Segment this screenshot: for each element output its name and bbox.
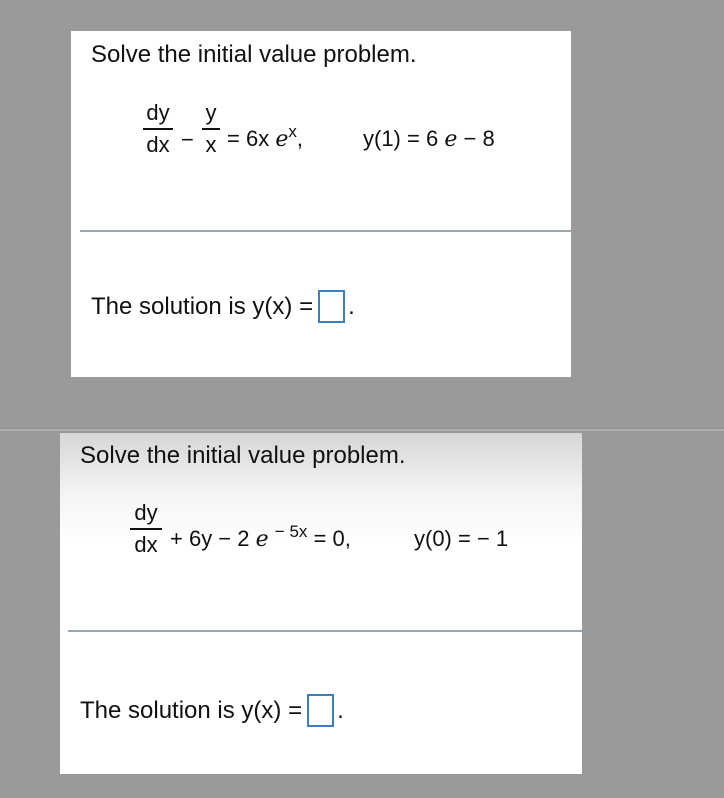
fraction-bar: [130, 528, 162, 530]
problem-card-2: [60, 433, 582, 774]
minus-sign: −: [181, 127, 194, 152]
fraction-y-x: [202, 101, 220, 157]
exponent: − 5x: [274, 522, 308, 541]
separator-line: [80, 230, 571, 232]
euler-e: e: [275, 127, 289, 152]
answer-label: The solution is y(x) =: [91, 292, 314, 320]
rhs-prefix: = 6x: [227, 126, 270, 151]
fraction-dy-dx: [143, 101, 173, 157]
fraction-denominator: dx: [134, 531, 158, 557]
panel-divider: [0, 427, 724, 431]
initial-condition: y(0) = − 1: [414, 526, 509, 551]
equation-rhs: [227, 122, 303, 152]
answer-row: [80, 694, 344, 727]
euler-e: e: [444, 127, 458, 152]
ic-prefix: y(1) = 6: [363, 126, 439, 151]
problem-card-1: [71, 31, 571, 377]
ic-tail: − 8: [463, 126, 495, 151]
fraction-dy-dx: [130, 501, 162, 557]
answer-input[interactable]: [318, 290, 345, 323]
fraction-denominator: x: [205, 131, 217, 157]
answer-row: [91, 290, 355, 323]
problem-title: Solve the initial value problem.: [80, 442, 406, 469]
equation-middle: + 6y − 2: [170, 526, 250, 551]
exponent: x: [288, 122, 297, 141]
answer-period: .: [348, 292, 355, 320]
euler-e: e: [255, 527, 269, 552]
comma: ,: [296, 126, 303, 151]
fraction-bar: [202, 128, 220, 130]
fraction-numerator: y: [205, 100, 217, 125]
fraction-numerator: dy: [146, 100, 170, 125]
answer-input[interactable]: [307, 694, 334, 727]
separator-line: [68, 630, 582, 632]
equation-body: [170, 522, 351, 552]
fraction-numerator: dy: [134, 500, 158, 525]
problem-title: Solve the initial value problem.: [91, 41, 417, 68]
answer-period: .: [337, 696, 344, 724]
fraction-bar: [143, 128, 173, 130]
initial-condition: [363, 126, 495, 152]
fraction-denominator: dx: [146, 131, 170, 157]
answer-label: The solution is y(x) =: [80, 696, 303, 724]
equation-tail: = 0,: [313, 526, 351, 551]
